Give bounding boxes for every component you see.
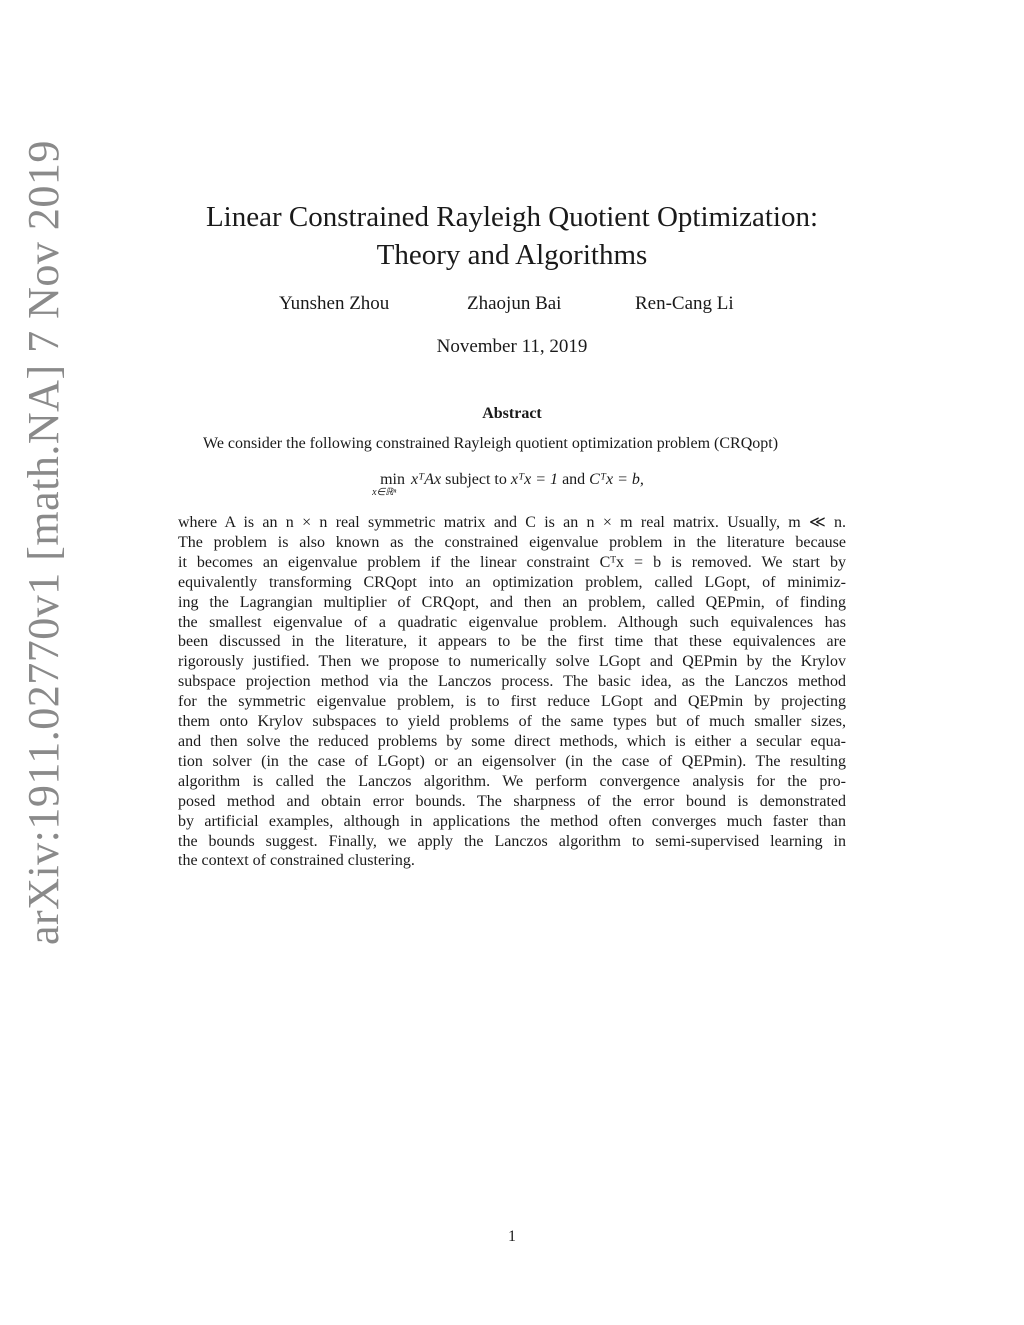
equation-constraint-1: xᵀx = 1: [510, 471, 559, 488]
author-name: Zhaojun Bai: [467, 293, 562, 314]
abstract-line: it becomes an eigenvalue problem if the linear constraint Cᵀx = b is removed. We start by: [178, 553, 846, 571]
author-list: [0, 293, 1024, 319]
abstract-line: by artificial examples, although in applications the method often converges much faster than: [178, 812, 846, 830]
publication-date: November 11, 2019: [436, 336, 588, 357]
paper-title: [0, 198, 1024, 274]
equation-constraint-2: Cᵀx = b,: [589, 471, 644, 488]
abstract-line: tion solver (in the case of LGopt) or an eigensolver (in the case of QEPmin). The resulting: [178, 752, 846, 770]
equation-min-subscript: x∈ℝⁿ: [372, 487, 397, 498]
author-name: Yunshen Zhou: [279, 293, 390, 314]
abstract-heading: Abstract: [482, 405, 542, 422]
author-name: Ren-Cang Li: [635, 293, 734, 314]
abstract-line: equivalently transforming CRQopt into an optimization problem, called LGopt, of minimiz-: [178, 573, 846, 591]
title-line-2: Theory and Algorithms: [376, 239, 648, 271]
abstract-line: algorithm is called the Lanczos algorithm. We perform convergence analysis for the pro-: [178, 772, 846, 790]
abstract-line: rigorously justified. Then we propose to numerically solve LGopt and QEPmin by the Krylov: [178, 653, 846, 671]
abstract-line: posed method and obtain error bounds. The sharpness of the error bound is demonstrated: [178, 792, 846, 810]
abstract-line: for the symmetric eigenvalue problem, is to first reduce LGopt and QEPmin by projecting: [178, 693, 846, 711]
abstract-line: the smallest eigenvalue of a quadratic eigenvalue problem. Although such equivalences has: [178, 613, 846, 631]
abstract-line: ing the Lagrangian multiplier of CRQopt, and then an problem, called QEPmin, of finding: [178, 593, 846, 611]
abstract-body: [178, 513, 846, 871]
abstract-line: where A is an n × n real symmetric matrix and C is an n × m real matrix. Usually, m ≪ n.: [178, 514, 846, 531]
title-line-1: Linear Constrained Rayleigh Quotient Optimization:: [205, 201, 819, 233]
abstract-line: subspace projection method via the Lanczos process. The basic idea, as the Lanczos method: [178, 673, 846, 691]
equation-subject-to: subject to: [441, 471, 511, 488]
abstract-line: and then solve the reduced problems by some direct methods, which is either a secular equa-: [178, 732, 846, 750]
optimization-equation: [0, 471, 1024, 498]
abstract-line: the bounds suggest. Finally, we apply the Lanczos algorithm to semi-supervised learning in: [178, 832, 846, 850]
abstract-intro: We consider the following constrained Rayleigh quotient optimization problem (CRQopt): [203, 435, 779, 452]
equation-and: and: [558, 471, 590, 488]
equation-objective: xᵀAx: [410, 471, 442, 488]
abstract-line: them onto Krylov subspaces to yield problems of the same types but of much smaller sizes,: [178, 713, 846, 731]
abstract-line: been discussed in the literature, it appears to be the first time that these equivalences are: [178, 633, 846, 651]
abstract-line: the context of constrained clustering.: [178, 852, 415, 870]
arxiv-identifier-stamp: arXiv:1911.02770v1 [math.NA] 7 Nov 2019: [19, 140, 68, 945]
page-number: 1: [508, 1228, 516, 1245]
equation-min-operator: min x∈ℝⁿ: [372, 471, 405, 498]
abstract-line: The problem is also known as the constrained eigenvalue problem in the literature because: [178, 533, 846, 551]
